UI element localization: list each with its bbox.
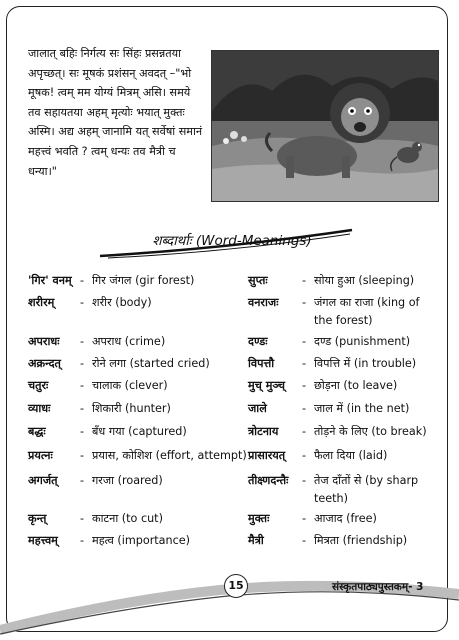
word-meaning: जंगल का राजा (king of xyxy=(314,296,420,309)
word-meaning-continuation: the forest) xyxy=(314,314,373,327)
word-term: कृन्त् xyxy=(28,512,47,525)
word-meaning-row xyxy=(0,333,459,355)
word-term: 'गिर' वनम् xyxy=(28,274,72,287)
word-term: महत्त्वम् xyxy=(28,534,58,547)
word-meaning: महत्व (importance) xyxy=(92,534,191,547)
page-number: 15 xyxy=(224,574,248,598)
word-meaning: अपराध (crime) xyxy=(92,335,166,348)
word-meaning: छोड़ना (to leave) xyxy=(314,379,398,392)
story-line: मूषक! त्वम् मम योग्यं मित्रम् असि। समये xyxy=(28,86,191,100)
word-term: सुप्तः xyxy=(248,274,268,287)
story-line: तव सहायतया अहम् मृत्योः भयात् मुक्तः xyxy=(28,105,185,119)
word-dash: - xyxy=(80,379,85,392)
word-dash: - xyxy=(302,296,307,309)
word-dash: - xyxy=(80,512,85,525)
word-meaning-row xyxy=(0,400,459,422)
word-dash: - xyxy=(80,449,85,462)
word-term: जाले xyxy=(248,402,267,415)
word-meaning: मित्रता (friendship) xyxy=(314,534,408,547)
word-meaning: शिकारी (hunter) xyxy=(92,402,171,415)
word-term: बद्धः xyxy=(28,425,46,438)
word-meaning: दण्ड (punishment) xyxy=(314,335,411,348)
word-dash: - xyxy=(302,534,307,547)
word-dash: - xyxy=(302,335,307,348)
word-meaning: गरजा (roared) xyxy=(92,474,163,487)
word-meaning: रोने लगा (started cried) xyxy=(92,357,210,370)
section-heading: शब्दार्थाः (Word-Meanings) xyxy=(152,233,312,249)
word-dash: - xyxy=(80,335,85,348)
word-dash: - xyxy=(302,274,307,287)
word-term: व्याधः xyxy=(28,402,51,415)
word-dash: - xyxy=(80,534,85,547)
word-dash: - xyxy=(80,357,85,370)
word-meaning: फैला दिया (laid) xyxy=(314,449,388,462)
word-meaning-row xyxy=(0,472,459,505)
word-dash: - xyxy=(302,402,307,415)
word-meaning: सोया हुआ (sleeping) xyxy=(314,274,415,287)
story-line: जालात् बहिः निर्गत्य सः सिंहः प्रसन्नतया xyxy=(28,47,182,60)
footer-decoration xyxy=(0,560,459,640)
word-meaning-row xyxy=(0,532,459,554)
word-meaning-row xyxy=(0,510,459,532)
book-title: संस्कृतपाठ्यपुस्तकम्- 3 xyxy=(332,581,424,593)
word-meaning: प्रयास, कोशिश (effort, attempt) xyxy=(92,449,247,462)
word-dash: - xyxy=(302,425,307,438)
word-meaning: विपत्ति में (in trouble) xyxy=(314,357,417,370)
word-meaning: बँध गया (captured) xyxy=(92,425,187,438)
word-meaning: जाल में (in the net) xyxy=(314,402,410,415)
word-dash: - xyxy=(80,402,85,415)
word-term: त्रोटनाय xyxy=(248,425,279,438)
word-dash: - xyxy=(302,512,307,525)
word-term: मुच् मुञ्च् xyxy=(248,379,285,392)
story-line: धन्या।" xyxy=(28,164,57,178)
word-term: प्रयत्नः xyxy=(28,449,53,462)
word-dash: - xyxy=(302,357,307,370)
word-meaning-continuation: teeth) xyxy=(314,492,348,505)
word-dash: - xyxy=(302,474,307,487)
word-meaning: शरीर (body) xyxy=(92,296,152,309)
word-meaning-row xyxy=(0,272,459,294)
word-meaning-row xyxy=(0,377,459,399)
word-meaning-row xyxy=(0,423,459,445)
word-meaning: चालाक (clever) xyxy=(92,379,168,392)
word-term: अगर्जत् xyxy=(28,474,58,487)
word-meaning: आजाद (free) xyxy=(314,512,377,525)
word-dash: - xyxy=(80,474,85,487)
word-term: विपत्तौ xyxy=(248,357,275,370)
story-line: महत्त्वं भवति ? त्वम् धन्यः तव मैत्री च xyxy=(28,144,176,158)
word-meaning: तोड़ने के लिए (to break) xyxy=(314,425,427,438)
word-meaning-row xyxy=(0,294,459,327)
word-dash: - xyxy=(80,425,85,438)
story-line: अपृच्छत्। सः मूषकं प्रशंसन् अवदत् –"भो xyxy=(28,66,192,80)
word-dash: - xyxy=(80,296,85,309)
word-term: शरीरम् xyxy=(28,296,55,309)
word-term: चतुरः xyxy=(28,379,49,392)
word-term: वनराजः xyxy=(248,296,279,309)
word-term: प्रासारयत् xyxy=(248,449,286,462)
word-meaning-row xyxy=(0,355,459,377)
word-dash: - xyxy=(302,379,307,392)
word-meaning: तेज दाँतों से (by sharp xyxy=(314,474,419,487)
word-dash: - xyxy=(80,274,85,287)
word-term: अपराधः xyxy=(28,335,60,348)
word-term: अक्रन्दत् xyxy=(28,357,61,370)
word-meaning: काटना (to cut) xyxy=(92,512,163,525)
word-meaning-row xyxy=(0,447,459,469)
word-term: तीक्ष्णदन्तैः xyxy=(248,474,289,487)
word-term: मैत्री xyxy=(248,534,264,547)
story-line: अस्मि। अद्य अहम् जानामि यत् सर्वेषां समानं xyxy=(28,125,203,139)
word-dash: - xyxy=(302,449,307,462)
word-term: मुक्तः xyxy=(248,512,270,525)
word-meaning: गिर जंगल (gir forest) xyxy=(92,274,195,287)
word-term: दण्डः xyxy=(248,335,268,348)
